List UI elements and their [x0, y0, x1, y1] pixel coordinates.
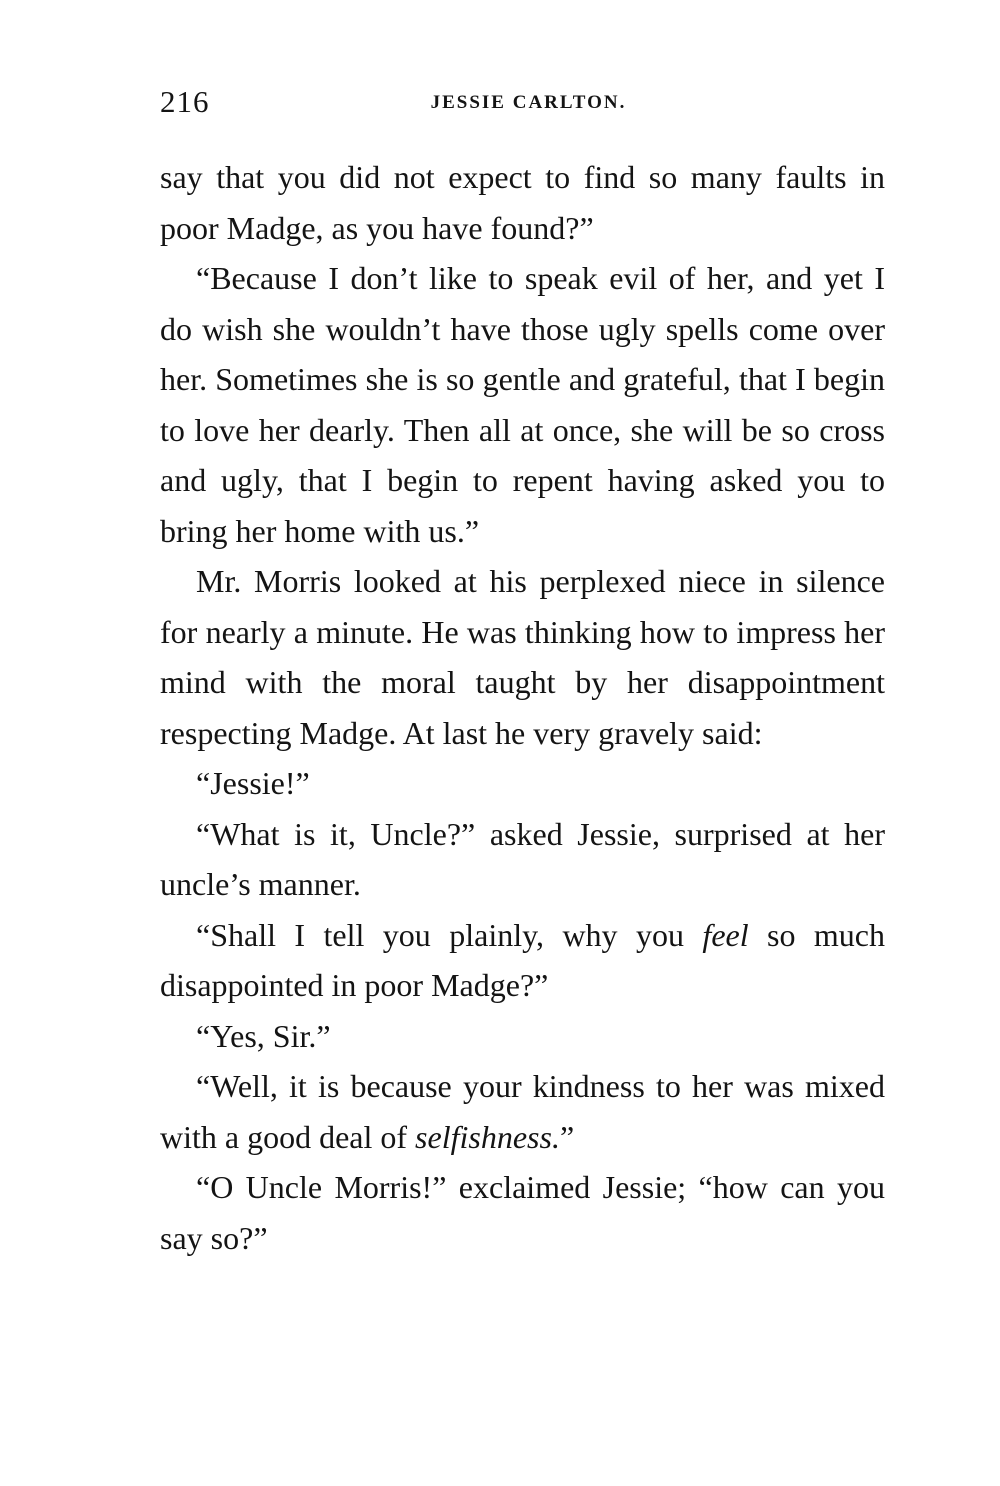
emphasis-selfishness: selfishness. [415, 1118, 560, 1155]
page-number: 216 [160, 84, 210, 119]
paragraph-2: “Because I don’t like to speak evil of her, and yet I do wish she wouldn’t have those ugly spells come over her. Sometimes she is so gentle and grateful, that I begin to love her dearly. Then all at once, she will be so cross and ugly, that I begin to repent having asked you to bring her home with us.” [160, 260, 885, 549]
page-header [160, 84, 887, 128]
paragraph-6-before: “Shall I tell you plainly, why you [196, 916, 703, 953]
emphasis-feel: feel [702, 916, 749, 953]
paragraph-6-after: so much disappointed in poor Madge?” [160, 916, 886, 1003]
paragraph-4: “Jessie!” [196, 765, 310, 801]
paragraph-7: “Yes, Sir.” [196, 1017, 331, 1054]
paragraph-5: “What is it, Uncle?” asked Jessie, surprised at her uncle’s manner. [160, 815, 885, 902]
paragraph-1: say that you did not expect to find so many faults in poor Madge, as you have found?” [160, 159, 885, 246]
paragraph-9: “O Uncle Morris!” exclaimed Jessie; “how can you say so?” [160, 1169, 885, 1256]
paragraph-8-after: ” [559, 1118, 575, 1155]
running-title: JESSIE CARLTON. [430, 92, 627, 113]
paragraph-8-before: “Well, it is because your kindness to her was mixed with a good deal of [160, 1068, 885, 1155]
page-body [160, 152, 885, 1263]
paragraph-3: Mr. Morris looked at his perplexed niece in silence for nearly a minute. He was thinking how to impress her mind with the moral taught by her disappointment respecting Madge. At last he very gravely said: [160, 563, 885, 751]
paragraph-6 [160, 910, 885, 1011]
paragraph-8 [160, 1061, 885, 1162]
